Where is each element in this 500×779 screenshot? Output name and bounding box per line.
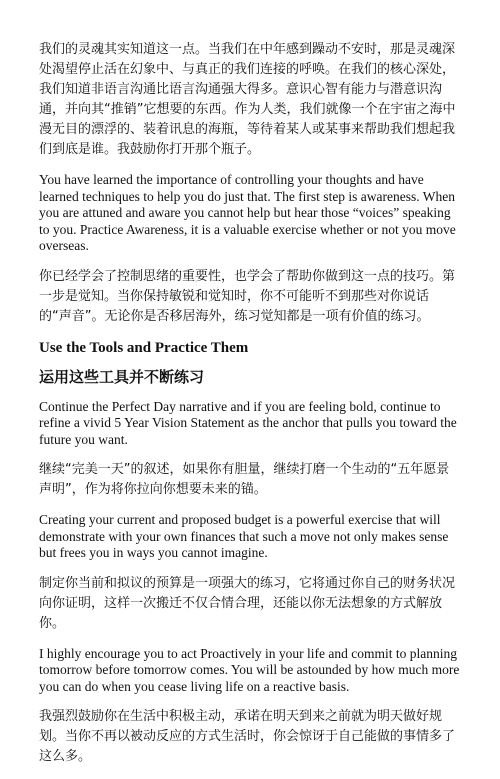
paragraph-zh-awareness: 你已经学会了控制思绪的重要性，也学会了帮助你做到这一点的技巧。第一步是觉知。当你保持敏锐和觉知时，你不可能听不到那些对你说话的“声音”。无论你是否移居海外，练习觉知都是一项有价值的练习。	[39, 268, 456, 324]
paragraph-zh-soul: 我们的灵魂其实知道这一点。当我们在中年感到躁动不安时，那是灵魂深处渴望停止活在幻象中、与真正的我们连接的呼唤。在我们的核心深处，我们知道非语言沟通比语言沟通强大得多。意识心智有能力与潜意识沟通，并向其“推销”它想要的东西。作为人类，我们就像一个在宇宙之海中漫无目的漂浮的、装着讯息的海瓶，等待着某人或某事来帮助我们想起我们到底是谁。我鼓励你打开那个瓶子。	[39, 42, 456, 157]
heading-en-tools: Use the Tools and Practice Them	[39, 339, 249, 356]
paragraph-zh-proactive: 我强烈鼓励你在生活中积极主动，承诺在明天到来之前就为明天做好规划。当你不再以被动反应的方式生活时，你会惊讶于自己能做的事情多了这么多。	[39, 709, 456, 764]
document-page	[39, 40, 461, 779]
paragraph-en-budget: Creating your current and proposed budget is a powerful exercise that will demonstrate with your own finances that such a move not only makes sense but frees you in ways you cannot imagine.	[39, 512, 449, 560]
paragraph-en-awareness: You have learned the importance of controlling your thoughts and have learned techniques to help you do just that. The first step is awareness. When you are attuned and aware you cannot help but hear those “voices” speaking to you. Practice Awareness, it is a valuable exercise whether or not you move overseas.	[39, 172, 456, 253]
paragraph-zh-budget: 制定你当前和拟议的预算是一项强大的练习，它将通过你自己的财务状况向你证明，这样一次搬迁不仅合情合理，还能以你无法想象的方式解放你。	[39, 575, 456, 631]
paragraph-zh-perfect-day: 继续“完美一天”的叙述，如果你有胆量，继续打磨一个生动的“五年愿景声明”，作为将你拉向你想要未来的锚。	[39, 462, 450, 497]
paragraph-en-proactive: I highly encourage you to act Proactively in your life and commit to planning tomorrow before tomorrow comes. You will be astounded by how much more you can do when you cease living life on a reactive basis.	[39, 645, 460, 694]
heading-zh-tools: 运用这些工具并不断练习	[39, 367, 205, 386]
paragraph-en-perfect-day: Continue the Perfect Day narrative and if you are feeling bold, continue to refine a vivid 5 Year Vision Statement as the anchor that pulls you toward the future you want.	[39, 398, 457, 447]
